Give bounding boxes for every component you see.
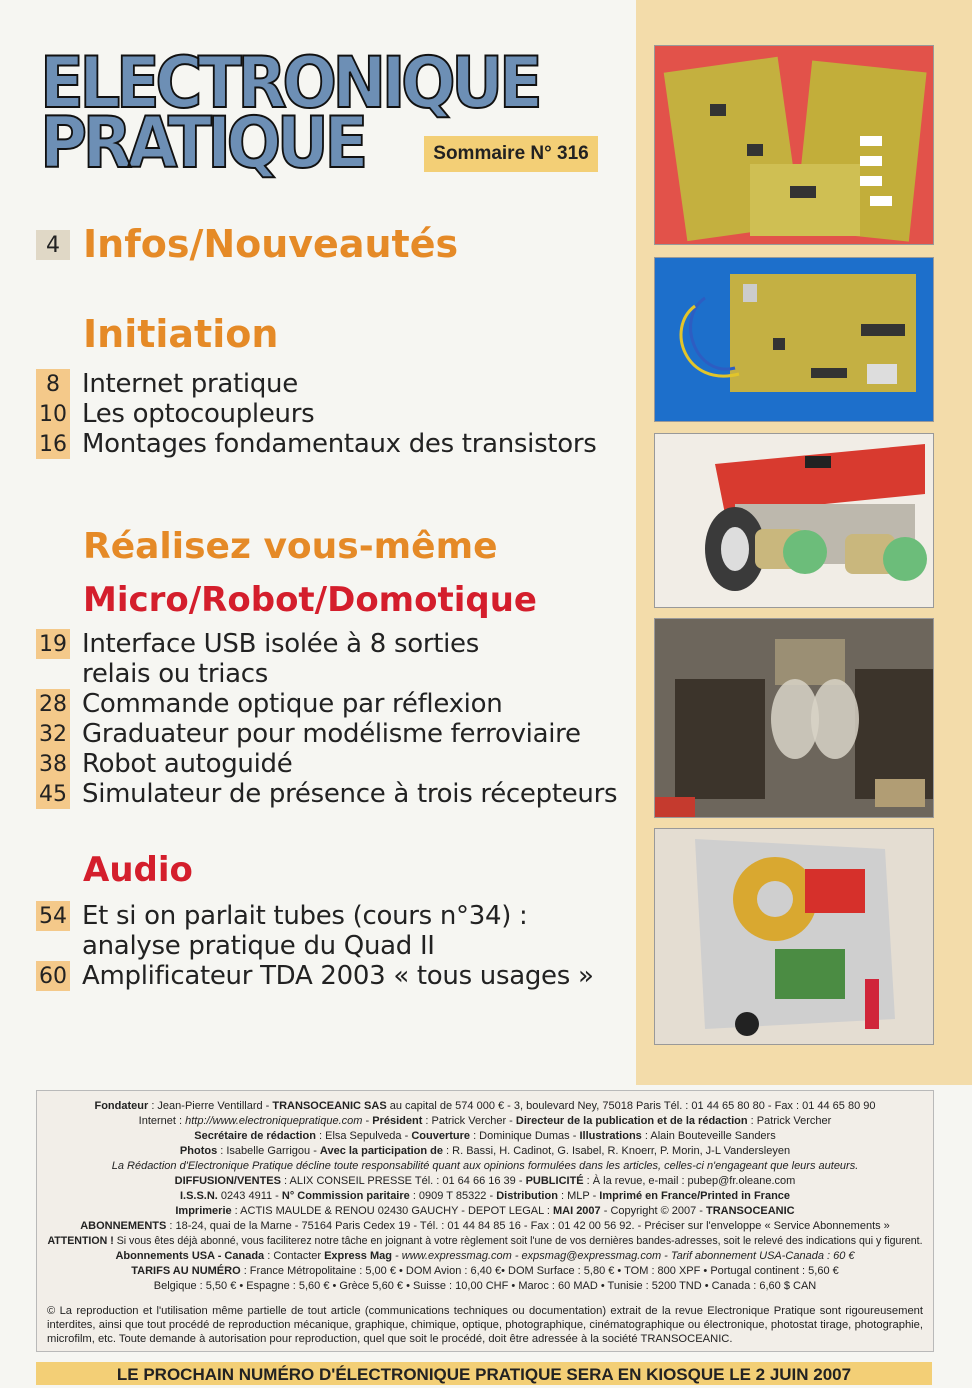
credits-line: Belgique : 5,50 € • Espagne : 5,60 € • Grèce 5,60 € • Suisse : 10,00 CHF • Maroc : 60 MAD • Tunisie : 5200 TND • Canada : 6,60 $ CAN [153,1280,817,1292]
page-number: 16 [36,429,70,459]
toc-item[interactable] [36,429,596,459]
photo-tda2003-amplifier [654,828,934,1045]
photo-tube-amplifier [654,618,934,818]
toc-item[interactable] [36,399,314,429]
article-title: Commande optique par réflexion [82,689,503,719]
section-subtitle-micro-robot: Micro/Robot/Domotique [83,580,537,620]
article-title: Simulateur de présence à trois récepteurs [82,779,618,809]
page-number: 19 [36,629,70,659]
toc-item[interactable] [36,901,527,931]
credits-box [36,1090,934,1352]
page-number: 4 [36,230,70,260]
photo-robot [654,433,934,608]
page-number: 28 [36,689,70,719]
toc-item[interactable] [36,689,502,719]
credits-line: Internet : http://www.electroniquepratique.com - Président : Patrick Vercher - Directeur de la publication et de la rédaction : Patrick Vercher [138,1115,832,1127]
toc-item[interactable] [36,961,594,991]
toc-item[interactable] [36,629,479,659]
logo-line-2: PRATIQUE [40,102,364,184]
credits-line: La Rédaction d'Electronique Pratique décline toute responsabilité quant aux opinions formulées dans les articles, celles-ci n'engageant que leurs auteurs. [111,1160,859,1172]
credits-line: Photos : Isabelle Garrigou - Avec la participation de : R. Bassi, H. Cadinot, G. Isabel, R. Knoerr, P. Morin, J-L Vandersleyen [179,1145,791,1157]
section-title-initiation: Initiation [83,312,279,356]
page-number: 10 [36,399,70,429]
toc-item[interactable] [36,779,617,809]
article-title: Internet pratique [82,369,298,399]
toc-item[interactable] [36,749,292,779]
page-number: 45 [36,779,70,809]
issue-badge: Sommaire N° 316 [424,136,598,172]
credits-line: Secrétaire de rédaction : Elsa Sepulveda - Couverture : Dominique Dumas - Illustrations : Alain Bouteveille Sanders [194,1130,776,1142]
toc-item-infos[interactable] [36,230,70,260]
article-title: Graduateur pour modélisme ferroviaire [82,719,581,749]
credits-line: TARIFS AU NUMÉRO : France Métropolitaine : 5,00 € • DOM Avion : 6,40 €• DOM Surface : 5,80 € • TOM : 800 XPF • Portugal continent : 5,60 € [131,1265,839,1277]
photo-pcb-boards [654,45,934,245]
article-title-continuation: analyse pratique du Quad II [82,931,435,961]
credits-line: DIFFUSION/VENTES : ALIX CONSEIL PRESSE Tél. : 01 64 66 16 39 - PUBLICITÉ : À la revue, e-mail : pubep@fr.oleane.com [174,1175,796,1187]
article-title: Montages fondamentaux des transistors [82,429,597,459]
website-link[interactable]: http://www.electroniquepratique.com [185,1115,363,1127]
credits-line: ABONNEMENTS : 18-24, quai de la Marne - 75164 Paris Cedex 19 - Tél. : 01 44 84 85 16 - Fax : 01 42 00 56 92. - Préciser sur l'enveloppe « Service Abonnements » [80,1220,890,1232]
article-title: Robot autoguidé [82,749,293,779]
credits-line: Imprimerie : ACTIS MAULDE & RENOU 02430 GAUCHY - DEPOT LEGAL : MAI 2007 - Copyright © 2007 - TRANSOCEANIC [175,1205,795,1217]
page-number: 38 [36,749,70,779]
toc-item[interactable] [36,719,581,749]
article-title-continuation: relais ou triacs [82,659,269,689]
credits-line: ATTENTION ! Si vous êtes déjà abonné, vous faciliterez notre tâche en joignant à votre règlement soit l'une de vos dernières bandes-adresses, soit le relevé des indications qui y figurent. [47,1235,923,1247]
section-title-audio: Audio [83,850,193,890]
page-number: 54 [36,901,70,931]
next-issue-banner: LE PROCHAIN NUMÉRO D'ÉLECTRONIQUE PRATIQUE SERA EN KIOSQUE LE 2 JUIN 2007 [36,1362,932,1385]
article-title: Interface USB isolée à 8 sorties [82,629,479,659]
section-title-realisez: Réalisez vous-même [83,526,498,567]
section-title-infos[interactable]: Infos/Nouveautés [83,222,459,266]
page-number: 32 [36,719,70,749]
article-title: Amplificateur TDA 2003 « tous usages » [82,961,594,991]
article-title: Les optocoupleurs [82,399,315,429]
page-number: 60 [36,961,70,991]
credits-line: Abonnements USA - Canada : Contacter Express Mag - www.expressmag.com - expsmag@expressmag.com - Tarif abonnement USA-Canada : 60 € [115,1250,855,1262]
toc-item[interactable] [36,369,298,399]
article-title: Et si on parlait tubes (cours n°34) : [82,901,528,931]
page-number: 8 [36,369,70,399]
photo-usb-interface [654,257,934,422]
copyright-notice: © La reproduction et l'utilisation même partielle de tout article (communications techniques ou documentation) extrait de la revue Electronique Pratique sont rigoureusement interdites, ainsi que tout procédé de reproduction mécanique, graphique, chimique, optique, photographique, cinématographique ou électronique, photostat tirage, photographie, microfilm, etc. Toute demande à autorisation pour reproduction, quel que soit le procédé, doit être adressée à la société TRANSOCEANIC. [47,1305,923,1345]
credits-line: I.S.S.N. 0243 4911 - N° Commission paritaire : 0909 T 85322 - Distribution : MLP - Imprimé en France/Printed in France [179,1190,791,1202]
logo-line-1: ELECTRONIQUE [40,42,539,124]
credits-line: Fondateur : Jean-Pierre Ventillard - TRANSOCEANIC SAS au capital de 574 000 € - 3, boulevard Ney, 75018 Paris Tél. : 01 44 65 80 80 - Fax : 01 44 65 80 90 [94,1100,876,1112]
